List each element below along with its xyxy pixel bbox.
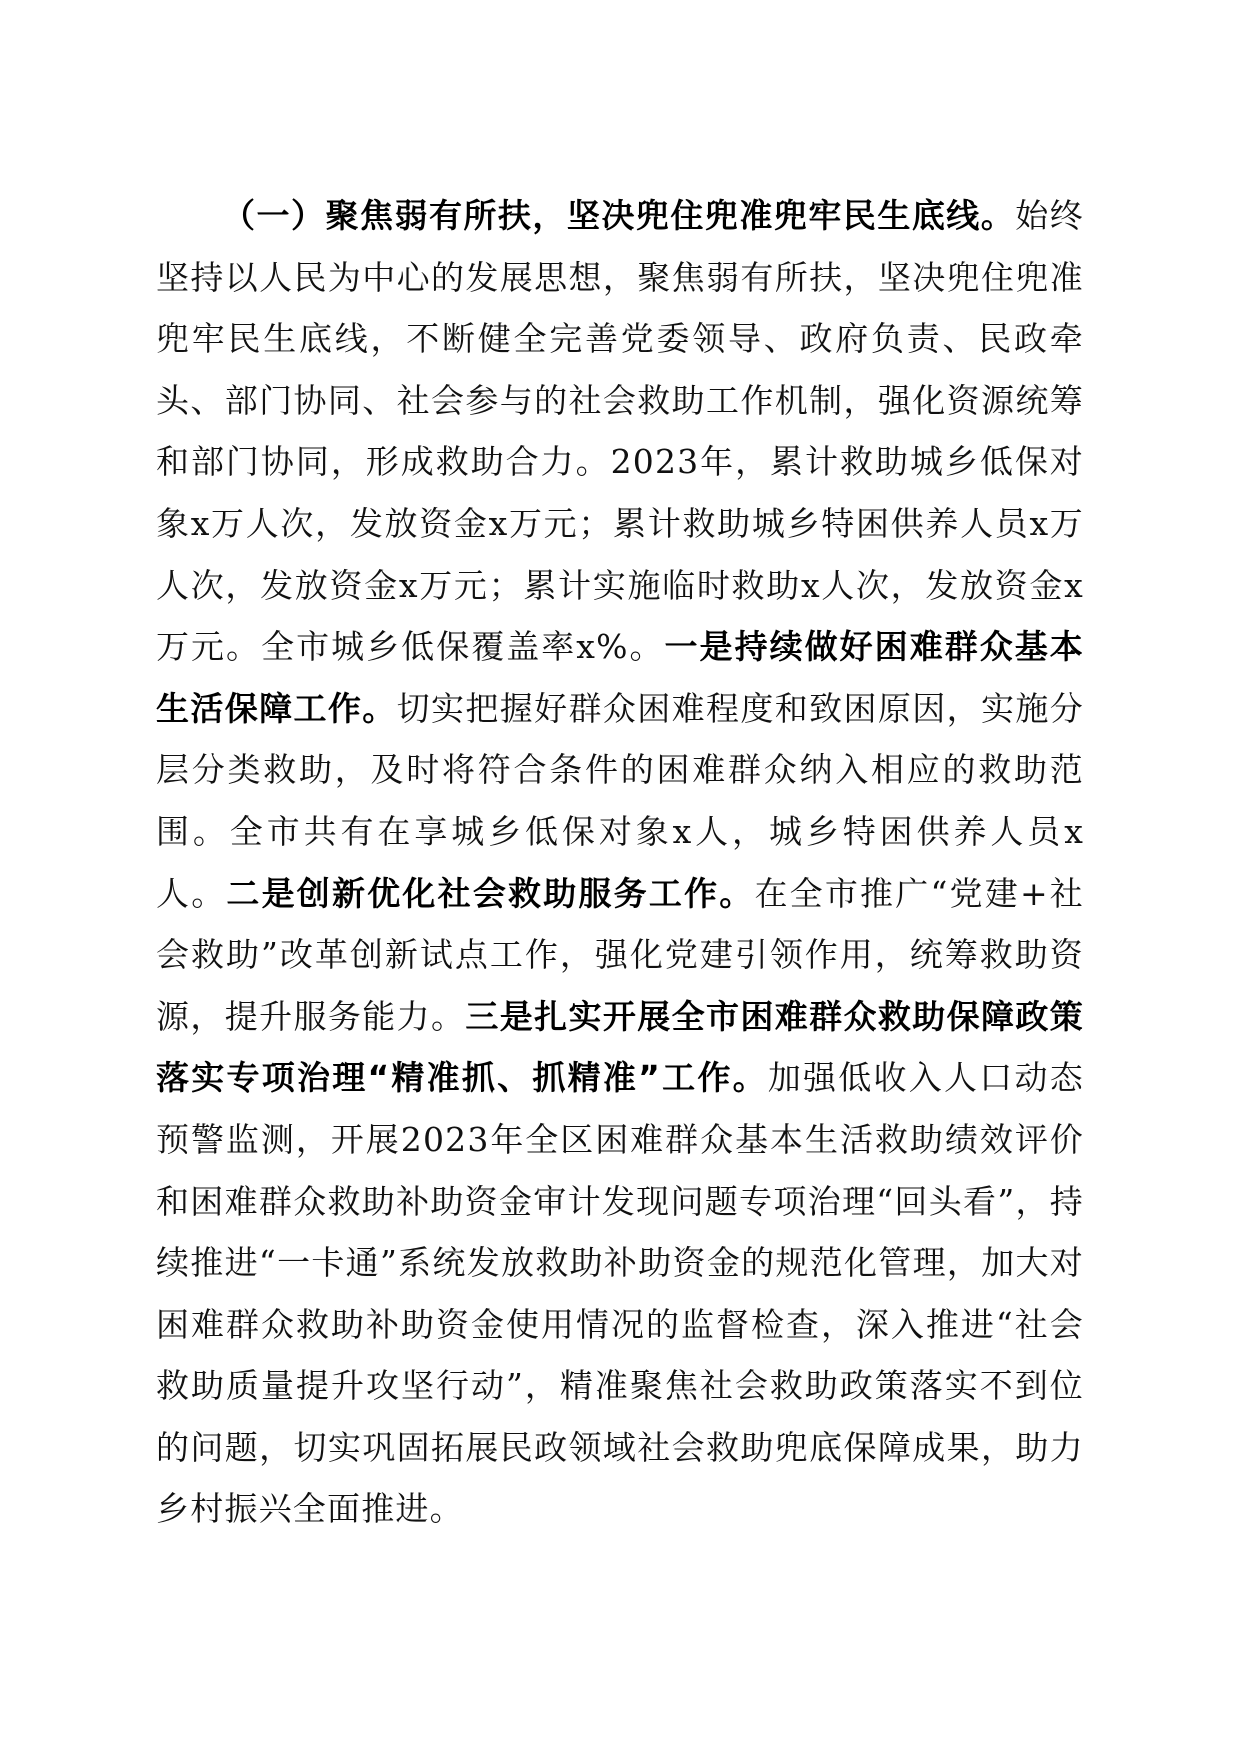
point-two-heading: 二是创新优化社会救助服务工作。 bbox=[226, 873, 755, 913]
section-heading: （一）聚焦弱有所扶，坚决兜住兜准兜牢民生底线。 bbox=[222, 196, 1016, 235]
point-three-heading: 三是扎实开展全市困难群众救助保障政策落实专项治理“精准抓、抓精准”工作。 bbox=[156, 996, 1084, 1098]
paragraph-text: 在全市推广“党建+社会救助”改革创新试点工作，强化党建引领作用，统筹救助资源，提升服务能力。 bbox=[156, 873, 1084, 1036]
paragraph-text: 始终坚持以人民为中心的发展思想，聚焦弱有所扶，坚决兜住兜准兜牢民生底线，不断健全完善党委领导、政府负责、民政牵头、部门协同、社会参与的社会救助工作机制，强化资源统筹和部门协同，形成救助合力。2023年，累计救助城乡低保对象x万人次，发放资金x万元；累计救助城乡特困供养人员x万人次，发放资金x万元；累计实施临时救助x人次，发放资金x万元。全市城乡低保覆盖率x%。 bbox=[156, 196, 1084, 667]
paragraph-text: 切实把握好群众困难程度和致困原因，实施分层分类救助，及时将符合条件的困难群众纳入相应的救助范围。全市共有在享城乡低保对象x人，城乡特困供养人员x人。 bbox=[156, 688, 1084, 913]
body-paragraph bbox=[156, 185, 1084, 1540]
paragraph-text: 加强低收入人口动态预警监测，开展2023年全区困难群众基本生活救助绩效评价和困难群众救助补助资金审计发现问题专项治理“回头看”，持续推进“一卡通”系统发放救助补助资金的规范化管理，加大对困难群众救助补助资金使用情况的监督检查，深入推进“社会救助质量提升攻坚行动”，精准聚焦社会救助政策落实不到位的问题，切实巩固拓展民政领域社会救助兜底保障成果，助力乡村振兴全面推进。 bbox=[156, 1058, 1084, 1529]
point-one-heading: 一是持续做好困难群众基本生活保障工作。 bbox=[156, 627, 1085, 728]
